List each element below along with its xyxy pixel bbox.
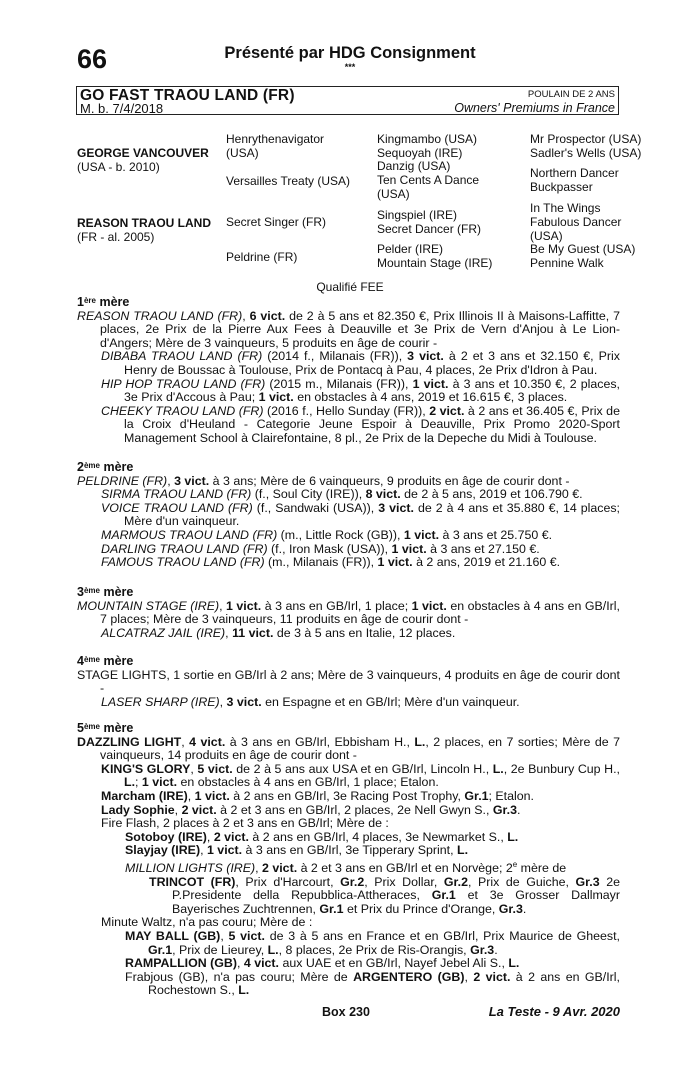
sex-age: POULAIN DE 2 ANS: [527, 89, 615, 100]
gen2-item: Henrythenavigator (USA): [226, 132, 325, 160]
gen3-item: Sequoyah (IRE): [377, 146, 463, 160]
grand-produce-entry: Slayjay (IRE), 1 vict. à 3 ans en GB/Irl, 3e Tipperary Sprint, L.: [125, 843, 469, 858]
dam-entry: PELDRINE (FR), 3 vict. à 3 ans; Mère de 6 vainqueurs, 9 produits en âge de courir dont -: [77, 473, 570, 488]
produce-entry: SIRMA TRAOU LAND (FR) (f., Soul City (IRE)), 8 vict. de 2 à 5 ans, 2019 et 106.790 €.: [101, 487, 583, 502]
gen4-item: Mr Prospector (USA): [530, 132, 642, 146]
horse-title-box: [76, 86, 619, 115]
section-5th-dam: [77, 720, 620, 998]
produce-entry: ALCATRAZ JAIL (IRE), 11 vict. de 3 à 5 ans en Italie, 12 places.: [101, 625, 456, 640]
gen4-item: In The Wings: [530, 201, 601, 215]
produce-entry: DIBABA TRAOU LAND (FR) (2014 f., Milanais (FR)), 3 vict. à 2 et 3 ans et 32.150 €, Prix Henry de Boussac à Toulouse, Prix de Pontacq à Pau, 4 places, 2e Prix d'Idron à Pau.: [101, 349, 620, 377]
grand-produce-entry: RAMPALLION (GB), 4 vict. aux UAE et en GB/Irl, Nayef Jebel Ali S., L.: [125, 956, 520, 971]
section-heading: 1ère mère: [77, 295, 130, 309]
presenter: Présenté par HDG Consignment: [224, 44, 476, 62]
horse-description: M. b. 7/4/2018: [80, 101, 164, 116]
produce-entry: Marcham (IRE), 1 vict. à 2 ans en GB/Irl, 3e Racing Post Trophy, Gr.1; Etalon.: [101, 788, 534, 803]
gen4-item: Fabulous Dancer (USA): [530, 215, 622, 243]
produce-entry: FAMOUS TRAOU LAND (FR) (m., Milanais (FR)), 1 vict. à 2 ans, 2019 et 21.160 €.: [101, 555, 561, 570]
gen2-item: Versailles Treaty (USA): [226, 174, 351, 188]
section-4th-dam: [77, 653, 620, 709]
produce-entry: LASER SHARP (IRE), 3 vict. en Espagne et en GB/Irl; Mère d'un vainqueur.: [101, 694, 520, 709]
gen3-item: Pelder (IRE): [377, 242, 444, 256]
produce-entry: VOICE TRAOU LAND (FR) (f., Sandwaki (USA)), 3 vict. de 2 à 4 ans et 35.880 €, 14 places; Mère d'un vainqueur.: [101, 500, 620, 529]
gen4-item: Pennine Walk: [530, 256, 604, 270]
stars: ***: [344, 62, 356, 72]
gen2-item: Secret Singer (FR): [226, 215, 327, 229]
horse-name: GO FAST TRAOU LAND (FR): [80, 87, 295, 104]
gen4-item: Buckpasser: [530, 180, 593, 194]
grand-produce-entry: Frabjous (GB), n'a pas couru; Mère de ARGENTERO (GB), 2 vict. à 2 ans en GB/Irl, Rochestown S., L.: [125, 969, 620, 998]
dam-entry: MOUNTAIN STAGE (IRE), 1 vict. à 3 ans en GB/Irl, 1 place; 1 vict. en obstacles à 4 ans en GB/Irl, 7 places; Mère de 3 vainqueurs, 11 produits en âge de courir dont -: [77, 598, 620, 627]
gen3-item: Ten Cents A Dance (USA): [377, 173, 480, 201]
sire-name: GEORGE VANCOUVER: [77, 146, 209, 160]
dam: [77, 217, 217, 244]
gen3-item: Danzig (USA): [377, 159, 451, 173]
sire-info: (USA - b. 2010): [77, 159, 160, 174]
section-heading: 2ème mère: [77, 460, 134, 474]
section-2nd-dam: [77, 459, 620, 570]
gen4-item: Sadler's Wells (USA): [530, 146, 642, 160]
dam-name: REASON TRAOU LAND: [77, 216, 211, 230]
great-grand-produce-entry: TRINCOT (FR), Prix d'Harcourt, Gr.2, Prix Dollar, Gr.2, Prix de Guiche, Gr.3 2e P.Presidente della Repubblica-Attheraces, Gr.1 et 3e Grosser Dallmayr Bayerisches Zuchtrennen, Gr.1 et Prix du Prince d'Orange, Gr.3.: [149, 874, 620, 916]
dam-entry: REASON TRAOU LAND (FR), 6 vict. de 2 à 5 ans et 82.350 €, Prix Illinois II à Maisons-Laffitte, 7 places, 2e Prix de la Pierre Aux Fees à Deauville et 3e Prix de Vern d'Anjou à Le Lion-d'Angers; Mère de 3 vainqueurs, 5 produits en âge de courir -: [77, 308, 621, 350]
produce-entry: HIP HOP TRAOU LAND (FR) (2015 m., Milanais (FR)), 1 vict. à 3 ans et 10.350 €, 2 places, 3e Prix d'Accous à Pau; 1 vict. en obstacles à 4 ans, 2019 et 16.615 €, 3 places.: [101, 376, 620, 405]
gen4-item: Northern Dancer: [530, 166, 619, 180]
qualification: Qualifié FEE: [316, 280, 384, 294]
dam-entry: STAGE LIGHTS, 1 sortie en GB/Irl à 2 ans; Mère de 3 vainqueurs, 4 produits en âge de courir dont -: [77, 667, 620, 696]
premiums: Owners' Premiums in France: [454, 101, 615, 115]
box-number: Box 230: [322, 1005, 370, 1019]
produce-entry: KING'S GLORY, 5 vict. de 2 à 5 ans aux USA et en GB/Irl, Lincoln H., L., 2e Bunbury Cup H., L.; 1 vict. en obstacles à 4 ans en GB/Irl, 1 place; Etalon.: [101, 761, 620, 790]
section-1st-dam: [77, 294, 620, 446]
grand-produce-entry: MILLION LIGHTS (IRE), 2 vict. à 2 et 3 ans en GB/Irl et en Norvège; 2e mère de: [125, 859, 567, 876]
produce-entry: Fire Flash, 2 places à 2 et 3 ans en GB/Irl; Mère de :: [101, 816, 389, 831]
produce-entry: Minute Waltz, n'a pas couru; Mère de :: [101, 915, 313, 930]
gen4-item: Be My Guest (USA): [530, 242, 636, 256]
produce-entry: MARMOUS TRAOU LAND (FR) (m., Little Rock (GB)), 1 vict. à 3 ans et 25.750 €.: [101, 527, 553, 542]
gen3-item: Mountain Stage (IRE): [377, 256, 493, 270]
section-3rd-dam: [77, 584, 620, 640]
gen2-item: Peldrine (FR): [226, 250, 298, 264]
sale-info: La Teste - 9 Avr. 2020: [488, 1004, 620, 1019]
produce-entry: CHEEKY TRAOU LAND (FR) (2016 f., Hello Sunday (FR)), 2 vict. à 2 ans et 36.405 €, Prix de la Croix d'Heuland - Categorie Jeune Espoir à Deauville, Prix Promo 2020-Sport Management School à Clairefontaine, 8 pl., 2e Prix de la Depeche du Midi à Toulouse.: [101, 403, 620, 445]
gen3-item: Secret Dancer (FR): [377, 222, 482, 236]
section-heading: 4ème mère: [77, 654, 134, 668]
lot-number: 66: [77, 44, 108, 74]
grand-produce-entry: Sotoboy (IRE), 2 vict. à 2 ans en GB/Irl, 4 places, 3e Newmarket S., L.: [125, 829, 519, 844]
dam-entry: DAZZLING LIGHT, 4 vict. à 3 ans en GB/Irl, Ebbisham H., L., 2 places, en 7 sorties; Mère de 7 vainqueurs, 14 produits en âge de courir dont -: [77, 734, 620, 763]
produce-entry: Lady Sophie, 2 vict. à 2 et 3 ans en GB/Irl, 2 places, 2e Nell Gwyn S., Gr.3.: [101, 802, 521, 817]
produce-entry: DARLING TRAOU LAND (FR) (f., Iron Mask (USA)), 1 vict. à 3 ans et 27.150 €.: [101, 541, 540, 556]
dam-info: (FR - al. 2005): [77, 229, 155, 244]
grand-produce-entry: MAY BALL (GB), 5 vict. de 3 à 5 ans en France et en GB/Irl, Prix Maurice de Gheest, Gr.1, Prix de Lieurey, L., 8 places, 2e Prix de Ris-Orangis, Gr.3.: [125, 929, 620, 957]
gen3-item: Singspiel (IRE): [377, 208, 458, 222]
section-heading: 3ème mère: [77, 585, 134, 599]
sire: [77, 147, 217, 174]
section-heading: 5ème mère: [77, 721, 134, 735]
gen3-item: Kingmambo (USA): [377, 132, 478, 146]
